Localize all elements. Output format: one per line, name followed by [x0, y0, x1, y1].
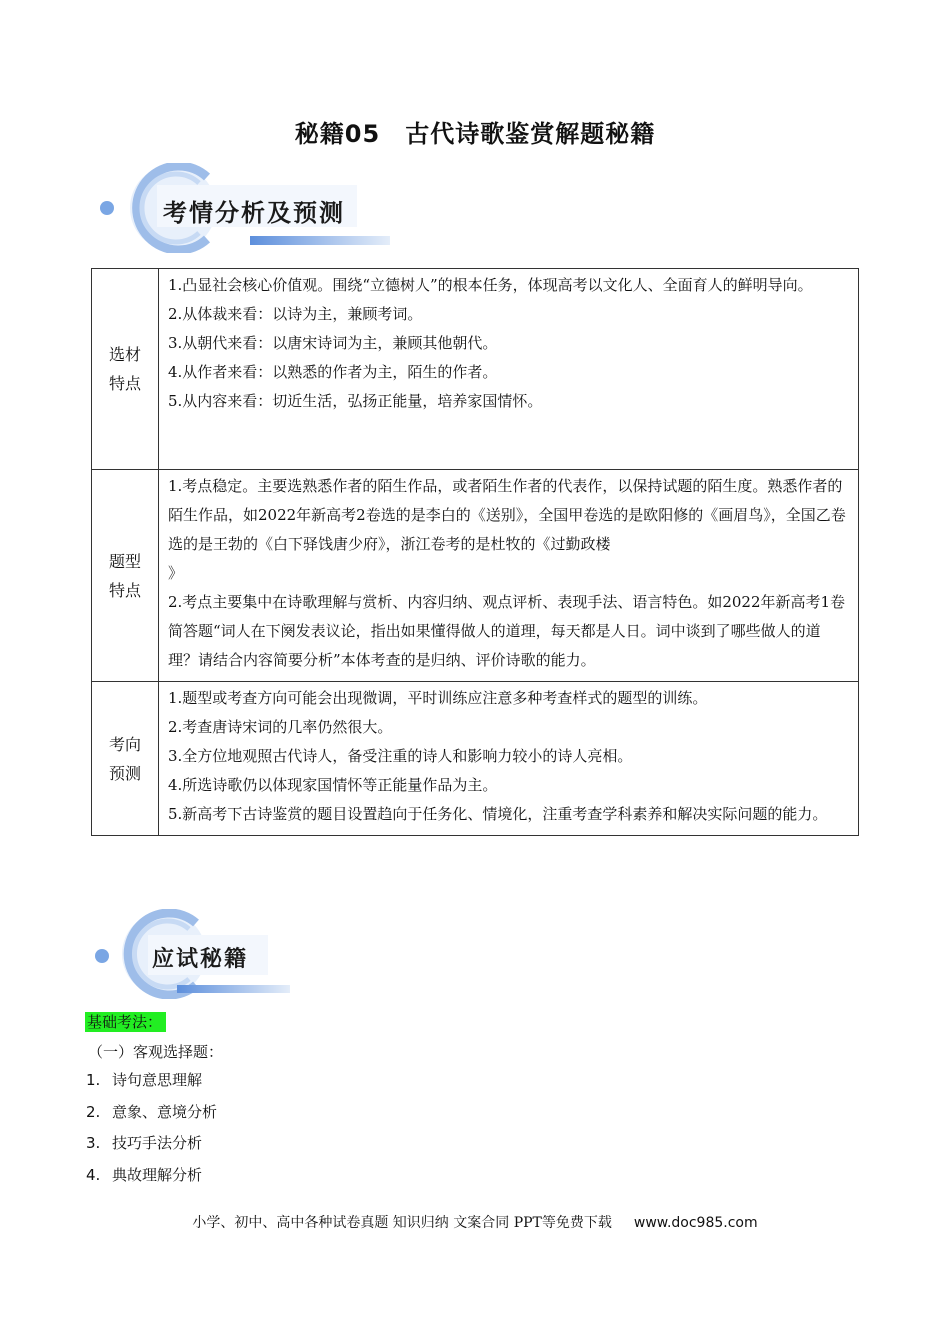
row-label: 选材 特点 — [92, 269, 159, 470]
row-label: 考向 预测 — [92, 682, 159, 836]
footer-url[interactable]: www.doc985.com — [633, 1215, 758, 1231]
basics-list — [86, 1068, 217, 1194]
row-content — [159, 269, 859, 470]
footer-text: 小学、初中、高中各种试卷真题 知识归纳 文案合同 PPT等免费下载 — [192, 1215, 612, 1231]
list-item: 5.从内容来看：切近生活，弘扬正能量，培养家国情怀。 — [168, 392, 543, 410]
list-item: 3.全方位地观照古代诗人，备受注重的诗人和影响力较小的诗人亮相。 — [168, 747, 633, 765]
list-item: 1.凸显社会核心价值观。围绕“立德树人”的根本任务，体现高考以文化人、全面育人的鲜明导向。 — [168, 276, 813, 294]
basics-subheading: （一）客观选择题： — [88, 1043, 224, 1061]
table-row — [92, 470, 859, 682]
row-content — [159, 682, 859, 836]
list-item: 4.所选诗歌仍以体现家国情怀等正能量作品为主。 — [168, 776, 498, 794]
analysis-table — [91, 268, 859, 836]
list-item: 3.从朝代来看：以唐宋诗词为主，兼顾其他朝代。 — [168, 334, 498, 352]
list-item: 2.从体裁来看：以诗为主，兼顾考词。 — [168, 305, 423, 323]
page-title: 秘籍05 古代诗歌鉴赏解题秘籍 — [294, 120, 656, 148]
row-label: 题型 特点 — [92, 470, 159, 682]
page-footer — [0, 1212, 950, 1232]
row-content — [159, 470, 859, 682]
list-item: 2. 意象、意境分析 — [86, 1102, 218, 1121]
basics-heading: 基础考法： — [85, 1012, 166, 1032]
table-row — [92, 682, 859, 836]
list-item: 》 — [168, 564, 184, 582]
banner-label: 考情分析及预测 — [163, 199, 345, 227]
banner-label: 应试秘籍 — [152, 947, 249, 972]
section-banner-strategy — [92, 909, 292, 999]
list-item: 1. 诗句意思理解 — [86, 1071, 203, 1089]
table-row — [92, 269, 859, 470]
list-item: 1.题型或考查方向可能会出现微调，平时训练应注意多种考查样式的题型的训练。 — [168, 689, 708, 707]
list-item: 2.考点主要集中在诗歌理解与赏析、内容归纳、观点评析、表现手法、语言特色。如2022年新高考1卷简答题“词人在下阕发表议论，指出如果懂得做人的道理，每天都是人日。词中谈到了哪些做人的道理？请结合内容简要分析”本体考查的是归纳、评价诗歌的能力。 — [168, 593, 846, 669]
section-banner-analysis — [95, 163, 395, 253]
list-item: 5.新高考下古诗鉴赏的题目设置趋向于任务化、情境化，注重考查学科素养和解决实际问题的能力。 — [168, 805, 828, 823]
list-item: 2.考查唐诗宋词的几率仍然很大。 — [168, 718, 393, 736]
list-item: 3. 技巧手法分析 — [86, 1134, 203, 1152]
list-item: 1.考点稳定。主要选熟悉作者的陌生作品，或者陌生作者的代表作，以保持试题的陌生度。熟悉作者的陌生作品，如2022年新高考2卷选的是李白的《送别》，全国甲卷选的是欧阳修的《画眉鸟》，全国乙卷选的是王勃的《白下驿饯唐少府》，浙江卷考的是杜牧的《过勤政楼 — [168, 477, 846, 553]
list-item: 4.从作者来看：以熟悉的作者为主，陌生的作者。 — [168, 363, 498, 381]
list-item: 4. 典故理解分析 — [86, 1165, 203, 1184]
